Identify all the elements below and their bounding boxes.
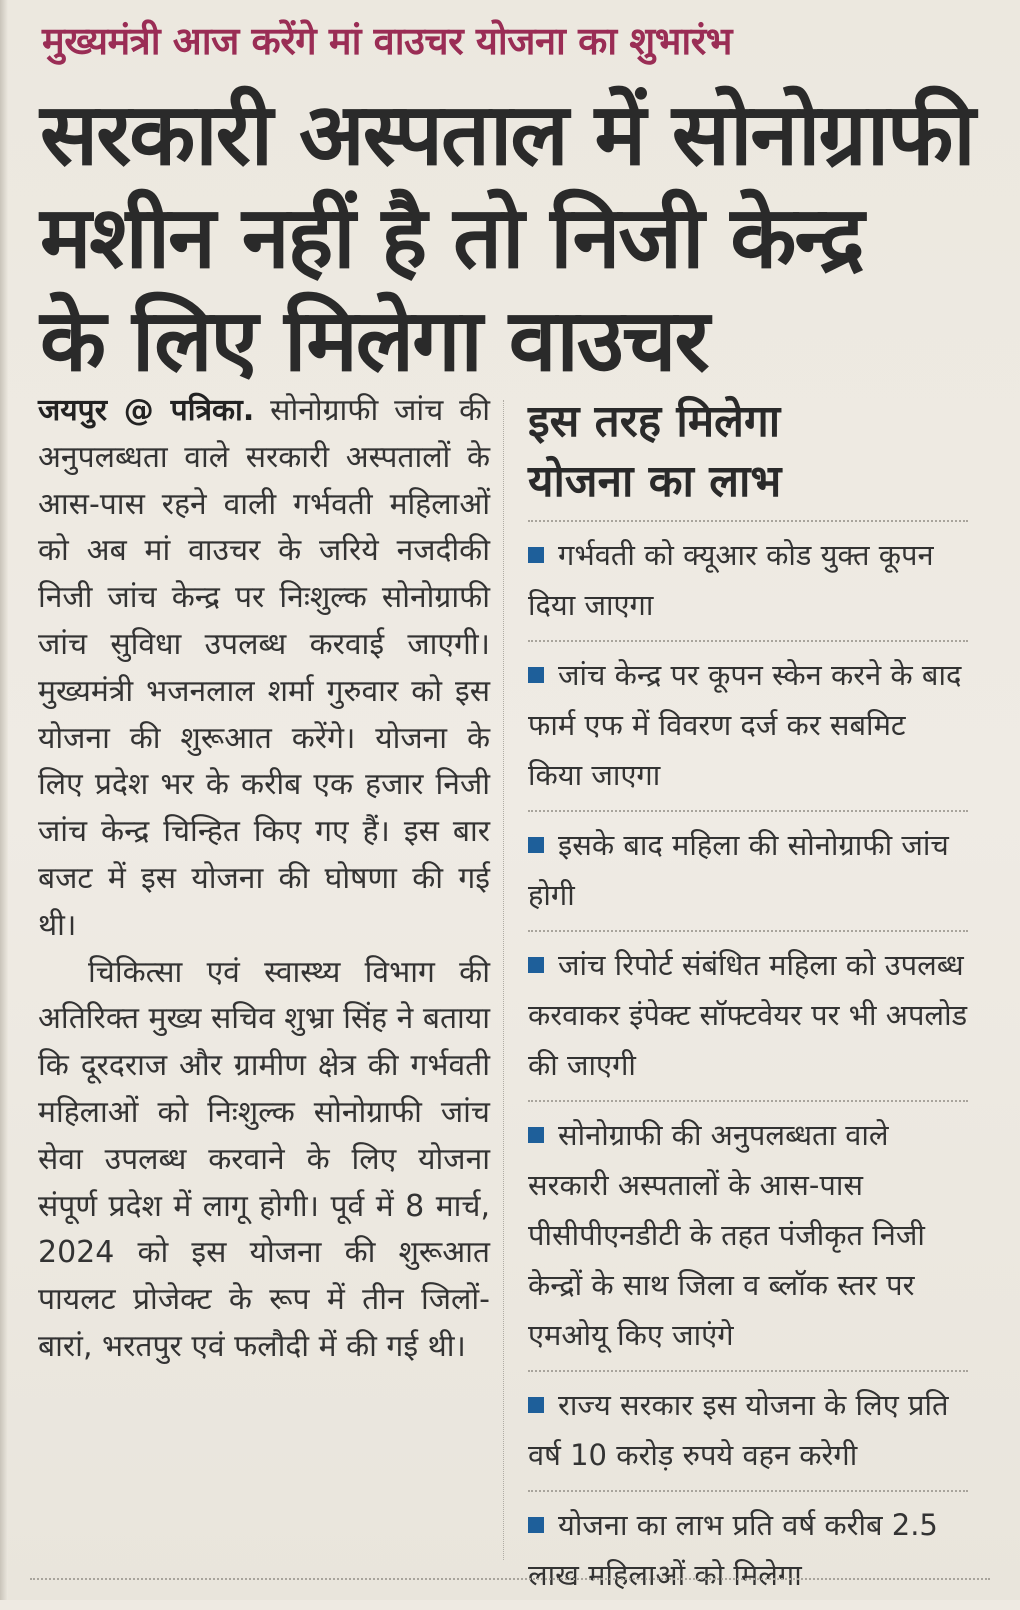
list-item-text: योजना का लाभ प्रति वर्ष करीब 2.5 लाख महिलाओं को मिलेगा [528, 1508, 938, 1592]
list-item-text: सोनोग्राफी की अनुपलब्धता वाले सरकारी अस्पतालों के आस-पास पीसीपीएनडीटी के तहत पंजीकृत निजी केन्द्रों के साथ जिला व ब्लॉक स्तर पर एमओयू किए जाएंगे [528, 1118, 925, 1352]
list-item [528, 640, 968, 810]
sidebar-title-line-2: योजना का लाभ [528, 456, 782, 507]
article-body [38, 388, 490, 1371]
list-item [528, 1490, 968, 1610]
list-item-text: जांच रिपोर्ट संबंधित महिला को उपलब्ध करवाकर इंपेक्ट सॉफ्टवेयर पर भी अपलोड की जाएगी [528, 948, 968, 1082]
headline-line-2: मशीन नहीं है तो निजी केन्द्र [40, 188, 863, 288]
square-bullet-icon [528, 1397, 544, 1413]
dateline: जयपुर @ पत्रिका. [38, 393, 255, 428]
square-bullet-icon [528, 667, 544, 683]
bottom-rule [30, 1578, 990, 1580]
benefit-points-list [528, 520, 968, 1610]
headline-line-3: के लिए मिलेगा वाउचर [40, 291, 708, 391]
sidebar-title-line-1: इस तरह मिलेगा [528, 396, 781, 447]
list-item [528, 930, 968, 1100]
list-item-text: गर्भवती को क्यूआर कोड युक्त कूपन दिया जाएगा [528, 538, 934, 622]
square-bullet-icon [528, 957, 544, 973]
square-bullet-icon [528, 837, 544, 853]
square-bullet-icon [528, 1127, 544, 1143]
list-item-text: जांच केन्द्र पर कूपन स्केन करने के बाद फार्म एफ में विवरण दर्ज कर सबमिट किया जाएगा [528, 658, 962, 792]
main-headline [40, 84, 1000, 393]
list-item [528, 1370, 968, 1490]
article-paragraph-1-text: सोनोग्राफी जांच की अनुपलब्धता वाले सरकारी अस्पतालों के आस-पास रहने वाली गर्भवती महिलाओं को अब मां वाउचर के जरिये नजदीकी निजी जांच केन्द्र पर निःशुल्क सोनोग्राफी जांच सुविधा उपलब्ध करवाई जाएगी। मुख्यमंत्री भजनलाल शर्मा गुरुवार को इस योजना की शुरूआत करेंगे। योजना के लिए प्रदेश भर के करीब एक हजार निजी जांच केन्द्र चिन्हित किए गए हैं। इस बार बजट में इस योजना की घोषणा की गई थी। [38, 393, 490, 943]
column-divider [503, 400, 505, 1560]
list-item [528, 1100, 968, 1370]
square-bullet-icon [528, 1517, 544, 1533]
kicker-headline: मुख्यमंत्री आज करेंगे मां वाउचर योजना का शुभारंभ [42, 19, 733, 63]
list-item-text: इसके बाद महिला की सोनोग्राफी जांच होगी [528, 828, 949, 912]
sidebar-box-title [528, 392, 988, 512]
page-edge-shadow [0, 0, 8, 1600]
square-bullet-icon [528, 547, 544, 563]
list-item [528, 810, 968, 930]
headline-line-1: सरकारी अस्पताल में सोनोग्राफी [40, 85, 974, 185]
list-item [528, 520, 968, 640]
article-paragraph-2: चिकित्सा एवं स्वास्थ्य विभाग की अतिरिक्त मुख्य सचिव शुभ्रा सिंह ने बताया कि दूरदराज और ग्रामीण क्षेत्र की गर्भवती महिलाओं को निःशुल्क सोनोग्राफी जांच सेवा उपलब्ध करवाने के लिए योजना संपूर्ण प्रदेश में लागू होगी। पूर्व में 8 मार्च, 2024 को इस योजना की शुरूआत पायलट प्रोजेक्ट के रूप में तीन जिलों-बारां, भरतपुर एवं फलौदी में की गई थी। [38, 954, 490, 1364]
article-paragraph-1 [38, 388, 490, 950]
list-item-text: राज्य सरकार इस योजना के लिए प्रति वर्ष 10 करोड़ रुपये वहन करेगी [528, 1388, 949, 1472]
